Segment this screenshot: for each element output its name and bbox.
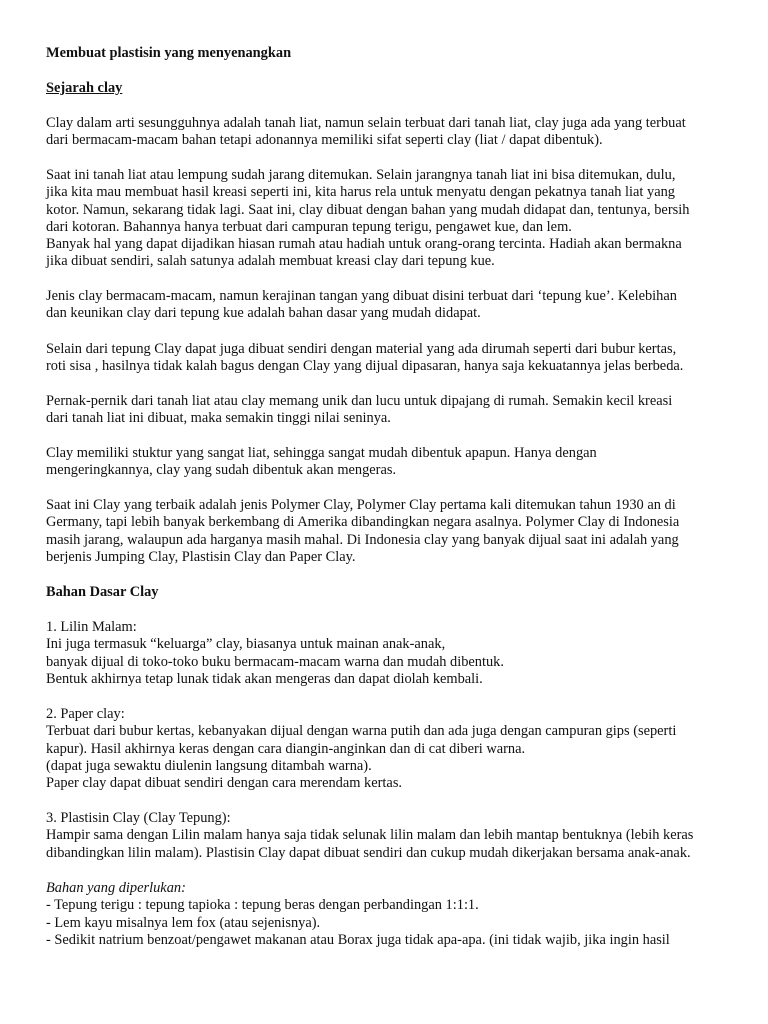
- list-item-paper-clay: 2. Paper clay: Terbuat dari bubur kertas, kebanyakan dijual dengan warna putih dan ada juga dengan campuran gips (seperti kapur). Hasil akhirnya keras dengan cara diangin-anginkan dan di cat diberi warna. (dapat juga sewaktu diulenin langsung ditambah warna). Paper clay dapat dibuat sendiri dengan cara merendam kertas.: [46, 706, 677, 792]
- paragraph-7: Saat ini Clay yang terbaik adalah jenis Polymer Clay, Polymer Clay pertama kali ditemukan tahun 1930 an di Germany, tapi lebih banyak berkembang di Amerika dibandingkan negara asalnya. Polymer Clay di Indonesia masih jarang, walaupun ada harganya masih mahal. Di Indonesia clay yang banyak dijual saat ini adalah yang berjenis Jumping Clay, Plastisin Clay dan Paper Clay.: [46, 497, 680, 565]
- list-item-lilin-malam: 1. Lilin Malam: Ini juga termasuk “keluarga” clay, biasanya untuk mainan anak-anak, banyak dijual di toko-toko buku bermacam-macam warna dan mudah dibentuk. Bentuk akhirnya tetap lunak tidak akan mengeras dan dapat diolah kembali.: [46, 619, 504, 687]
- list-item-plastisin-clay: 3. Plastisin Clay (Clay Tepung): Hampir sama dengan Lilin malam hanya saja tidak selunak lilin malam dan lebih mantap bentuknya (lebih keras dibandingkan lilin malam). Plastisin Clay dapat dibuat sendiri dan cukup mudah dikerjakan bersama anak-anak.: [46, 810, 694, 861]
- material-item: - Tepung terigu : tepung tapioka : tepung beras dengan perbandingan 1:1:1.: [46, 897, 479, 914]
- paragraph-5: Pernak-pernik dari tanah liat atau clay memang unik dan lucu untuk dipajang di rumah. Semakin kecil kreasi dari tanah liat ini dibuat, maka semakin tinggi nilai seninya.: [46, 393, 673, 427]
- paragraph-2: Saat ini tanah liat atau lempung sudah jarang ditemukan. Selain jarangnya tanah liat ini bisa ditemukan, dulu, jika kita mau membuat hasil kreasi seperti ini, kita harus rela untuk menyatu dengan pekatnya tanah liat yang kotor. Namun, sekarang tidak lagi. Saat ini, clay dibuat dengan bahan yang mudah didapat dan, tentunya, bersih dari kotoran. Bahannya hanya terbuat dari campuran tepung terigu, pengawet kue, dan lem. Banyak hal yang dapat dijadikan hiasan rumah atau hadiah untuk orang-orang tercinta. Hadiah akan bermakna jika dibuat sendiri, salah satunya adalah membuat kreasi clay dari tepung kue.: [46, 167, 690, 270]
- section-heading-sejarah: Sejarah clay: [46, 80, 123, 96]
- material-item: - Sedikit natrium benzoat/pengawet makanan atau Borax juga tidak apa-apa. (ini tidak wajib, jika ingin hasil: [46, 931, 670, 948]
- document-title: Membuat plastisin yang menyenangkan: [46, 45, 292, 61]
- material-item: - Lem kayu misalnya lem fox (atau sejenisnya).: [46, 914, 321, 931]
- paragraph-3: Jenis clay bermacam-macam, namun kerajinan tangan yang dibuat disini terbuat dari ‘tepung kue’. Kelebihan dan keunikan clay dari tepung kue adalah bahan dasar yang mudah didapat.: [46, 288, 677, 322]
- materials-list: [46, 880, 746, 949]
- section-heading-bahan-dasar: Bahan Dasar Clay: [46, 584, 159, 600]
- paragraph-6: Clay memiliki stuktur yang sangat liat, sehingga sangat mudah dibentuk apapun. Hanya dengan mengeringkannya, clay yang sudah dibentuk akan mengeras.: [46, 445, 597, 479]
- materials-heading: Bahan yang diperlukan:: [46, 880, 186, 896]
- paragraph-4: Selain dari tepung Clay dapat juga dibuat sendiri dengan material yang ada dirumah seperti dari bubur kertas, roti sisa , hasilnya tidak kalah bagus dengan Clay yang dijual dipasaran, hanya saja kekuatannya jelas berbeda.: [46, 341, 684, 375]
- paragraph-1: Clay dalam arti sesungguhnya adalah tanah liat, namun selain terbuat dari tanah liat, clay juga ada yang terbuat dari bermacam-macam bahan tetapi adonannya memiliki sifat seperti clay (liat / dapat dibentuk).: [46, 115, 686, 149]
